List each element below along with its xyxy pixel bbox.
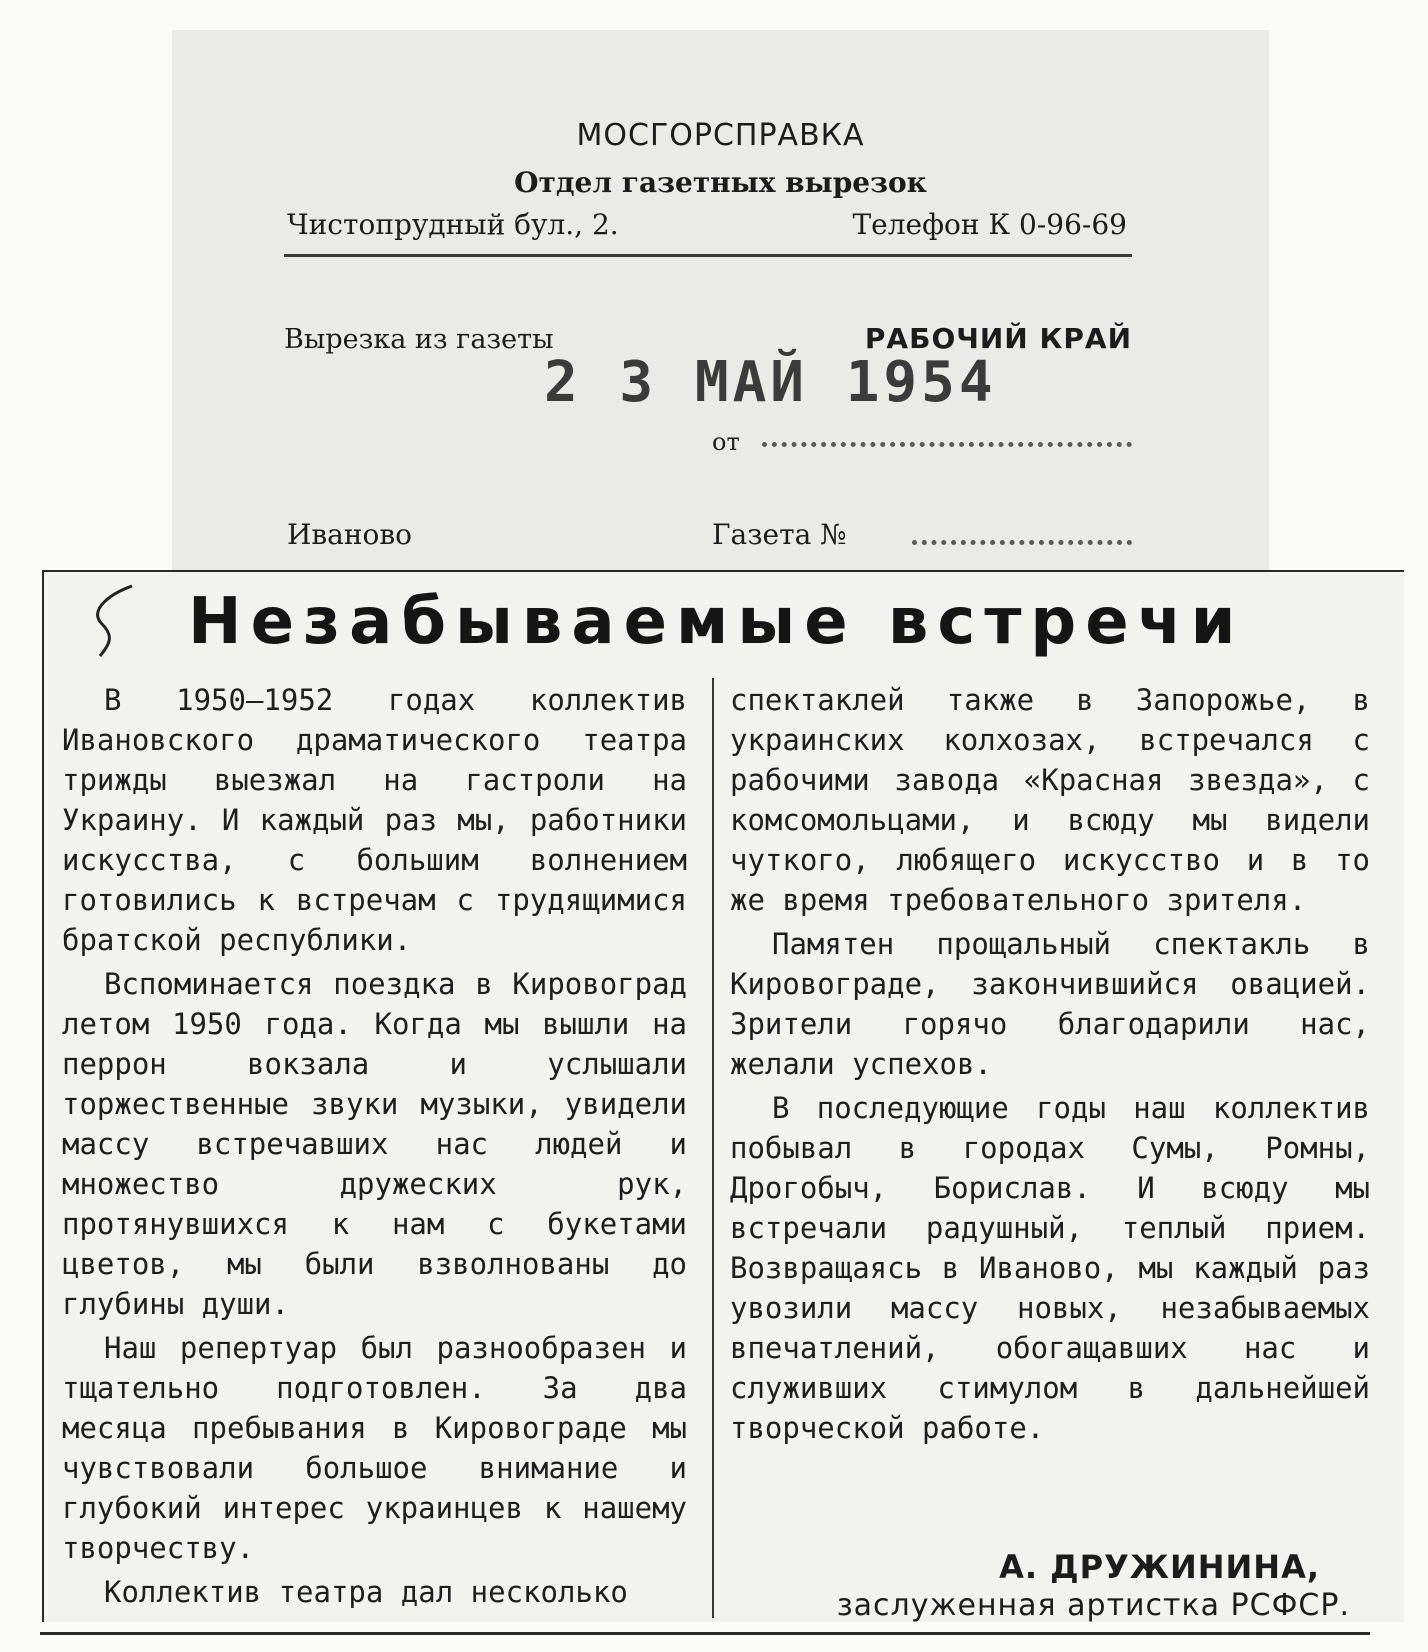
article-column-left	[62, 680, 687, 1616]
dotted-line	[912, 540, 1132, 545]
paragraph: спектаклей также в Запорожье, в украинских колхозах, встречался с рабочими завода «Красная звезда», с комсомольцами, и всюду мы видели чуткого, любящего искусство и в то же время требовательного зрителя.	[730, 683, 1370, 917]
article-column-right	[730, 680, 1370, 1452]
from-label: от	[712, 428, 740, 456]
paragraph: В последующие годы наш коллектив побывал в городах Сумы, Ромны, Дрогобыч, Борислав. И всюду мы встречали радушный, теплый прием. Возвращаясь в Иваново, мы каждый раз увозили массу новых, незабываемых впечатлений, обогащавших нас и служивших стимулом в дальнейшей творческой работе.	[730, 1091, 1370, 1445]
paragraph: Памятен прощальный спектакль в Кировограде, закончившийся овацией. Зрители горячо благодарили нас, желали успехов.	[730, 927, 1370, 1081]
date-stamp: 2 3 МАЙ 1954	[544, 350, 997, 415]
author-title: заслуженная артистка РСФСР.	[836, 1588, 1350, 1623]
department-name: Отдел газетных вырезок	[514, 166, 927, 199]
divider	[40, 1632, 1370, 1635]
org-name: МОСГОРСПРАВКА	[576, 118, 865, 153]
column-divider	[712, 678, 714, 1618]
phone: Телефон К 0-96-69	[852, 208, 1127, 241]
clipping-service-header	[172, 30, 1269, 570]
author-name: А. ДРУЖИНИНА,	[999, 1548, 1320, 1586]
address: Чистопрудный бул., 2.	[287, 208, 619, 241]
pen-mark-icon	[80, 580, 140, 660]
address-row	[287, 208, 1127, 241]
newspaper-name: РАБОЧИЙ КРАЙ	[864, 322, 1132, 355]
paragraph: Наш репертуар был разнообразен и тщательно подготовлен. За два месяца пребывания в Кировограде мы чувствовали большое внимание и глубокий интерес украинцев к нашему творчеству.	[62, 1331, 687, 1565]
article-title: Незабываемые встречи	[188, 585, 1245, 659]
city: Иваново	[287, 518, 413, 551]
dotted-line	[762, 422, 1132, 447]
paragraph: В 1950—1952 годах коллектив Ивановского драматического театра трижды выезжал на гастроли на Украину. И каждый раз мы, работники искусства, с большим волнением готовились к встречам с трудящимися братской республики.	[62, 683, 687, 957]
issue-label: Газета №	[712, 518, 847, 551]
cut-label: Вырезка из газеты	[284, 324, 554, 355]
paragraph: Коллектив театра дал несколько	[104, 1575, 628, 1609]
divider	[284, 254, 1132, 257]
paragraph: Вспоминается поездка в Кировоград летом 1950 года. Когда мы вышли на перрон вокзала и услышали торжественные звуки музыки, увидели массу встречавших нас людей и множество дружеских рук, протянувшихся к нам с букетами цветов, мы были взволнованы до глубины души.	[62, 967, 687, 1321]
